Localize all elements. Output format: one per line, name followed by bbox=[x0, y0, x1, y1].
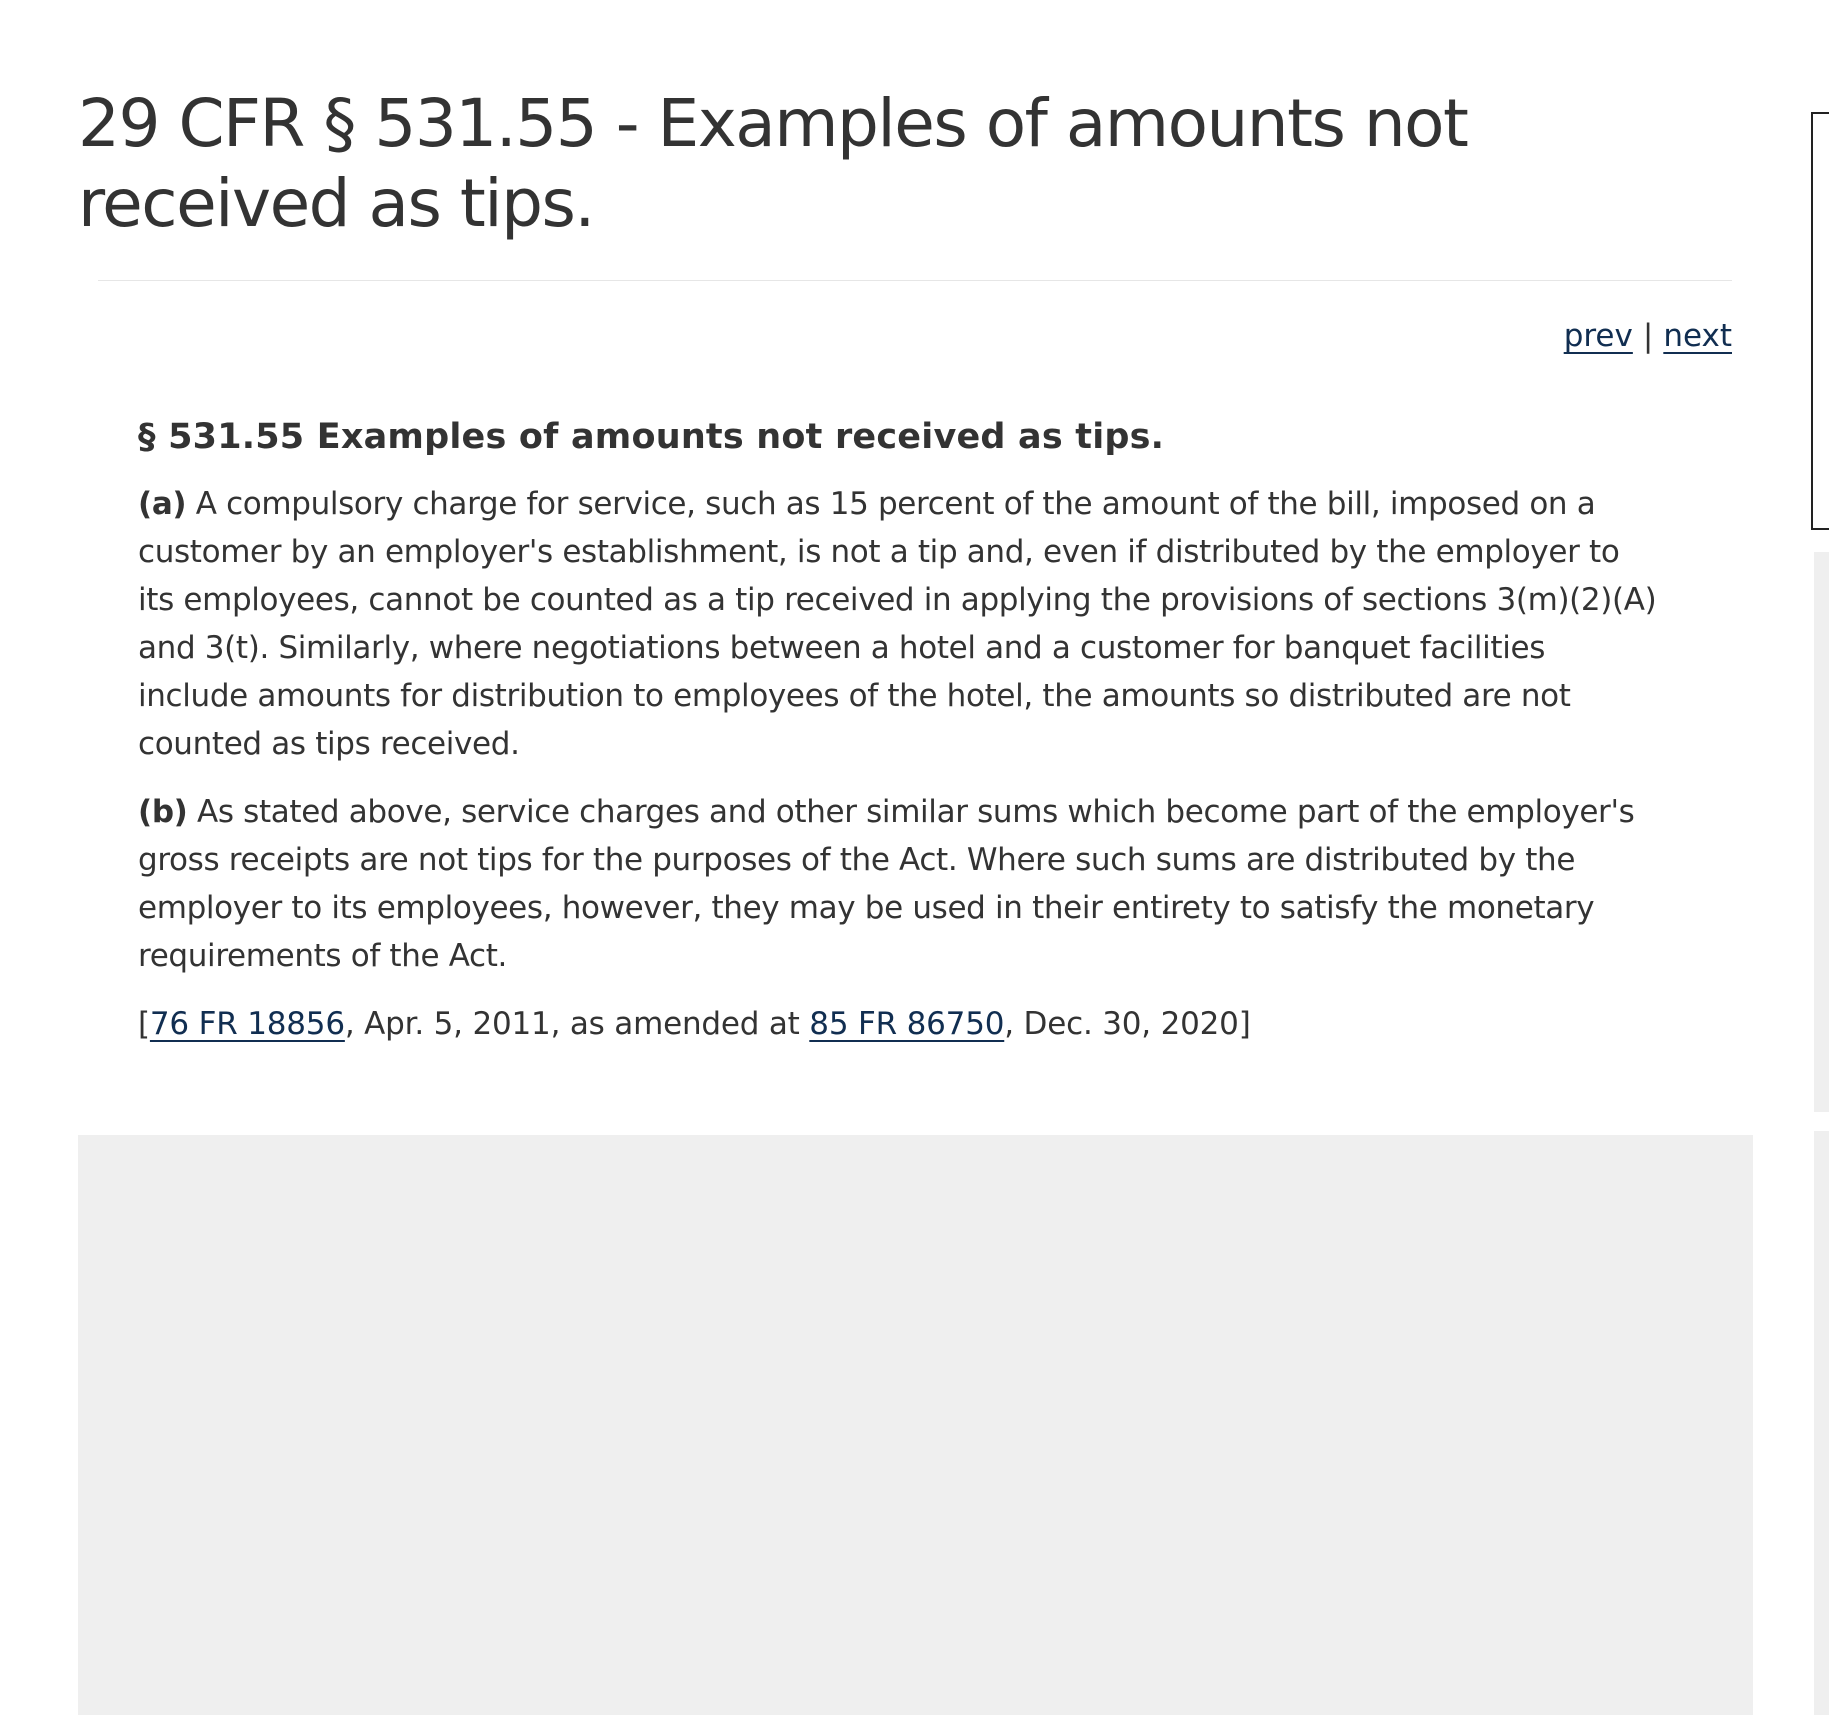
citation-link-85-fr-86750[interactable]: 85 FR 86750 bbox=[809, 1006, 1005, 1042]
pager-separator: | bbox=[1642, 318, 1654, 354]
prev-next-pager bbox=[1564, 316, 1732, 356]
source-citation bbox=[138, 1000, 1658, 1048]
title-divider bbox=[98, 280, 1732, 281]
paragraph-b-text: As stated above, service charges and other similar sums which become part of the employer's gross receipts are not tips for the purposes of the Act. Where such sums are distributed by the employer to its employees, however, they may be used in their entirety to satisfy the monetary requirements of the Act. bbox=[138, 794, 1635, 974]
prev-link[interactable]: prev bbox=[1563, 318, 1633, 354]
citation-middle-text: , Apr. 5, 2011, as amended at bbox=[344, 1006, 810, 1042]
next-link[interactable]: next bbox=[1663, 318, 1732, 354]
sidebar-frame bbox=[1811, 112, 1829, 530]
citation-end-text: , Dec. 30, 2020] bbox=[1004, 1006, 1251, 1042]
paragraph-a-label: (a) bbox=[138, 486, 187, 522]
citation-open-bracket: [ bbox=[138, 1006, 150, 1042]
paragraph-a bbox=[138, 480, 1658, 768]
paragraph-b-label: (b) bbox=[138, 794, 188, 830]
paragraph-b bbox=[138, 788, 1658, 980]
regulation-section bbox=[138, 412, 1658, 1048]
ad-placeholder bbox=[78, 1135, 1753, 1715]
paragraph-a-text: A compulsory charge for service, such as 15 percent of the amount of the bill, imposed on a customer by an employer's establishment, is not a tip and, even if distributed by the employer to its employees, cannot be counted as a tip received in applying the provisions of sections 3(m)(2)(A) and 3(t). Similarly, where negotiations between a hotel and a customer for banquet facilities include amounts for distribution to employees of the hotel, the amounts so distributed are not counted as tips received. bbox=[138, 486, 1657, 762]
page-title: 29 CFR § 531.55 - Examples of amounts not received as tips. bbox=[78, 85, 1468, 242]
sidebar-panel-top bbox=[1814, 552, 1829, 1112]
sidebar-panel-bottom bbox=[1814, 1131, 1829, 1715]
citation-link-76-fr-18856[interactable]: 76 FR 18856 bbox=[149, 1006, 345, 1042]
section-heading: § 531.55 Examples of amounts not received as tips. bbox=[138, 417, 1165, 457]
